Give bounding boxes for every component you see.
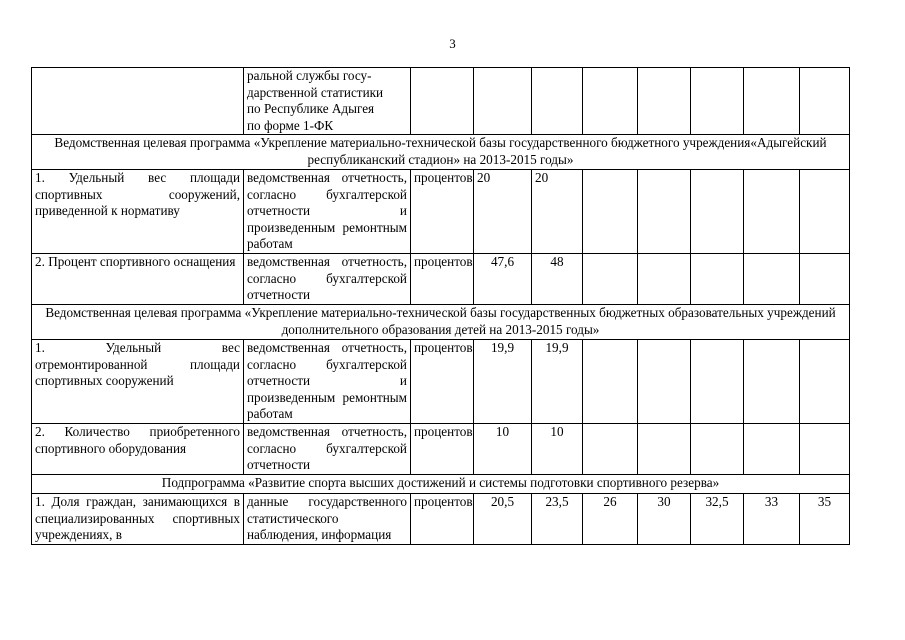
value-cell: 35: [800, 494, 850, 545]
value-cell: 20: [474, 170, 532, 254]
value-cell: 33: [744, 494, 800, 545]
value-cell: 19,9: [474, 340, 532, 424]
value-cell: [744, 424, 800, 475]
unit-cell: процентов: [411, 170, 474, 254]
indicators-table: [31, 67, 850, 545]
value-cell: 20: [532, 170, 583, 254]
value-cell: [583, 170, 638, 254]
value-cell: [691, 170, 744, 254]
value-cell: 32,5: [691, 494, 744, 545]
value-cell: 19,9: [532, 340, 583, 424]
value-cell: 47,6: [474, 254, 532, 305]
source-cell: ведомственная отчетность, согласно бухгалтерской отчетности и произведенным ремонтным работам: [244, 170, 411, 254]
value-cell: [583, 254, 638, 305]
section-title: Ведомственная целевая программа «Укрепление материально-технической базы государственного бюджетного учреждения«Адыгейский республиканский стадион» на 2013-2015 годы»: [32, 135, 850, 170]
section-title: Ведомственная целевая программа «Укрепление материально-технической базы государственных бюджетных образовательных учреждений дополнительного образования детей на 2013-2015 годы»: [32, 305, 850, 340]
table-row: [32, 340, 850, 424]
table-row: [32, 170, 850, 254]
value-cell: [691, 340, 744, 424]
table-row: [32, 254, 850, 305]
source-cell: данные государственного статистического наблюдения, информация: [244, 494, 411, 545]
source-cell: ведомственная отчетность, согласно бухгалтерской отчетности: [244, 254, 411, 305]
table-row: [32, 68, 850, 135]
table-row: [32, 424, 850, 475]
value-cell: [691, 424, 744, 475]
unit-cell: процентов: [411, 424, 474, 475]
value-cell: [800, 254, 850, 305]
value-cell: [800, 340, 850, 424]
value-cell: 10: [532, 424, 583, 475]
value-cell: 20,5: [474, 494, 532, 545]
value-cell: [744, 254, 800, 305]
value-cell: [638, 254, 691, 305]
value-cell: [638, 340, 691, 424]
value-cell: [744, 170, 800, 254]
indicator-cell: 2. Процент спортивного оснащения: [32, 254, 244, 305]
unit-cell: процентов: [411, 494, 474, 545]
value-cell: 10: [474, 424, 532, 475]
indicator-cell: 2. Количество приобретенного спортивного оборудования: [32, 424, 244, 475]
value-cell: [583, 424, 638, 475]
section-title: Подпрограмма «Развитие спорта высших достижений и системы подготовки спортивного резерва»: [32, 475, 850, 494]
section-header-row: [32, 135, 850, 170]
unit-cell: процентов: [411, 340, 474, 424]
value-cell: [638, 424, 691, 475]
section-header-row: [32, 475, 850, 494]
indicator-cell: 1. Удельный вес площади спортивных сооружений, приведенной к нормативу: [32, 170, 244, 254]
indicator-cell: 1. Удельный вес отремонтированной площади спортивных сооружений: [32, 340, 244, 424]
value-cell: [638, 170, 691, 254]
table-row: [32, 494, 850, 545]
value-cell: [691, 254, 744, 305]
value-cell: 26: [583, 494, 638, 545]
value-cell: 48: [532, 254, 583, 305]
source-cell: ведомственная отчетность, согласно бухгалтерской отчетности и произведенным ремонтным работам: [244, 340, 411, 424]
value-cell: 30: [638, 494, 691, 545]
unit-cell: процентов: [411, 254, 474, 305]
source-cell: ведомственная отчетность, согласно бухгалтерской отчетности: [244, 424, 411, 475]
page-number: 3: [449, 36, 456, 51]
section-header-row: [32, 305, 850, 340]
value-cell: [800, 170, 850, 254]
value-cell: [800, 424, 850, 475]
value-cell: 23,5: [532, 494, 583, 545]
value-cell: [744, 340, 800, 424]
source-cell: ральной службы госу- дарственной статистики по Республике Адыгея по форме 1-ФК: [244, 68, 411, 135]
indicator-cell: 1. Доля граждан, занимающихся в специализированных спортивных учреждениях, в: [32, 494, 244, 545]
value-cell: [583, 340, 638, 424]
